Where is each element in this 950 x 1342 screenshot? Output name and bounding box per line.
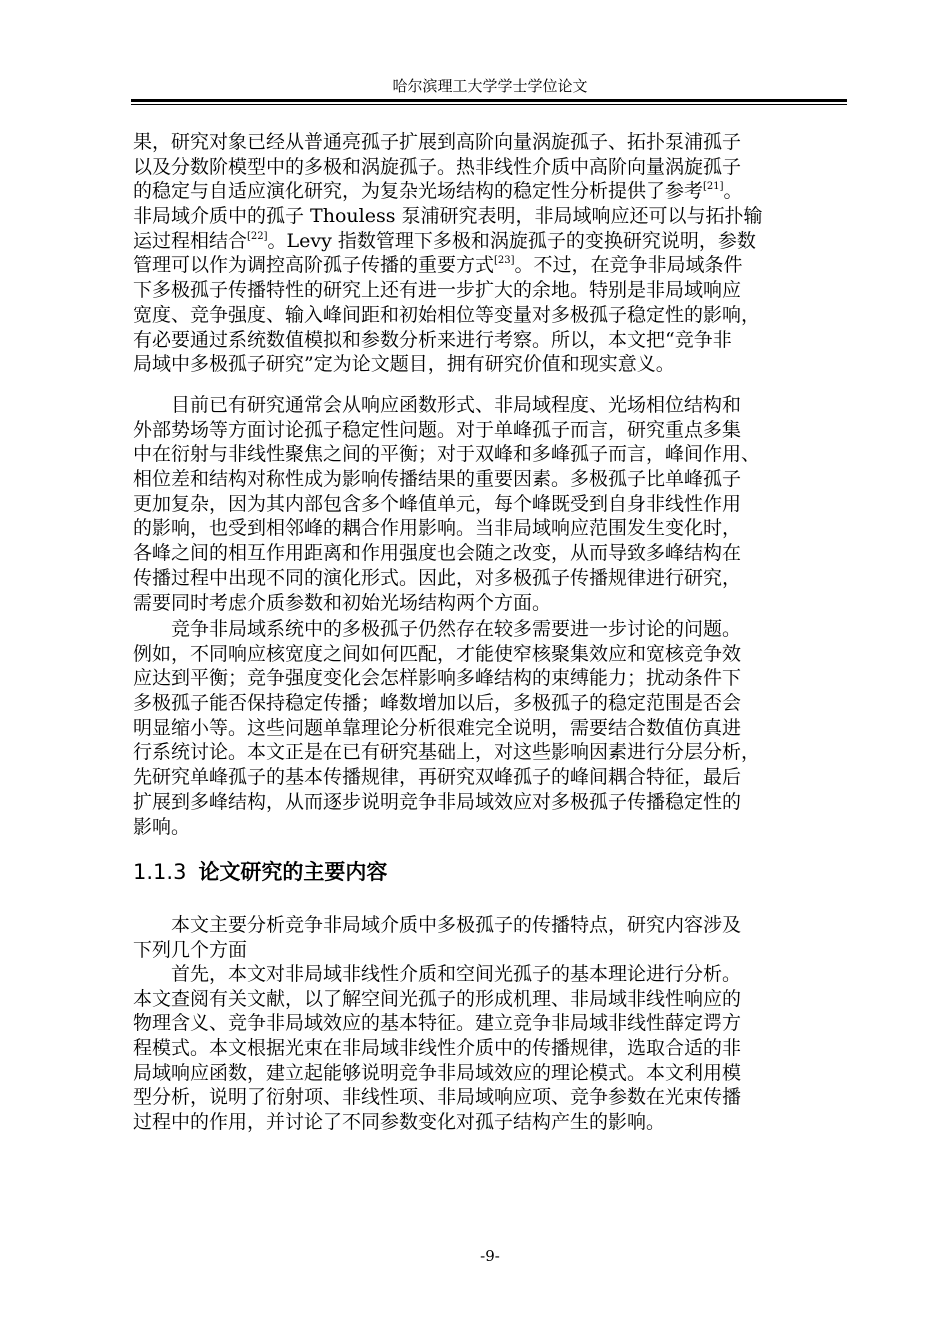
text-line: 物理含义、竞争非局域效应的基本特征。建立竞争非局域非线性薛定谔方 (133, 1012, 742, 1035)
section-title: 论文研究的主要内容 (198, 860, 388, 884)
text-line (133, 253, 847, 278)
header-rule-thick (131, 99, 847, 102)
page-number: -9- (480, 1247, 500, 1265)
text-line: 明显缩小等。这些问题单靠理论分析很难完全说明，需要结合数值仿真进 (133, 716, 742, 739)
text-line: 行系统讨论。本文正是在已有研究基础上，对这些影响因素进行分层分析， (133, 741, 761, 764)
text-line (133, 229, 847, 254)
citation-22: [22] (247, 230, 268, 242)
text-line: 中在衍射与非线性聚焦之间的平衡；对于双峰和多峰孤子而言，峰间作用、 (133, 443, 761, 466)
text-line: 先研究单峰孤子的基本传播规律，再研究双峰孤子的峰间耦合特征，最后 (133, 766, 742, 789)
text-line: 需要同时考虑介质参数和初始光场结构两个方面。 (133, 591, 552, 614)
text-line: 局域中多极孤子研究”定为论文题目，拥有研究价值和现实意义。 (133, 353, 675, 376)
text-line: 多极孤子能否保持稳定传播；峰数增加以后，多极孤子的稳定范围是否会 (133, 692, 742, 715)
text-segment: 。不过，在竞争非局域条件 (514, 254, 743, 277)
paragraph-5 (133, 962, 847, 1135)
section-heading (133, 858, 387, 886)
text-line: 非局域介质中的孤子 Thouless 泵浦研究表明，非局域响应还可以与拓扑输 (133, 205, 763, 228)
text-line: 外部势场等方面讨论孤子稳定性问题。对于单峰孤子而言，研究重点多集 (133, 418, 742, 441)
paragraph-3 (133, 617, 847, 839)
text-line: 例如，不同响应核宽度之间如何匹配，才能使窄核聚集效应和宽核竞争效 (133, 642, 742, 665)
section-number: 1.1.3 (133, 860, 187, 884)
text-segment: 运过程相结合 (133, 229, 248, 252)
text-line: 本文主要分析竞争非局域介质中多极孤子的传播特点，研究内容涉及 (171, 914, 742, 936)
text-line: 首先，本文对非局域非线性介质和空间光孤子的基本理论进行分析。 (171, 963, 742, 985)
citation-23: [23] (494, 255, 515, 267)
text-line: 本文查阅有关文献，以了解空间光孤子的形成机理、非局域非线性响应的 (133, 987, 742, 1010)
text-line (133, 179, 847, 204)
text-line: 程模式。本文根据光束在非局域非线性介质中的传播规律，选取合适的非 (133, 1037, 742, 1060)
text-line: 型分析，说明了衍射项、非线性项、非局域响应项、竞争参数在光束传播 (133, 1086, 742, 1109)
text-line: 更加复杂，因为其内部包含多个峰值单元，每个峰既受到自身非线性作用 (133, 492, 742, 515)
text-segment: 。Levy 指数管理下多极和涡旋孤子的变换研究说明，参数 (267, 229, 756, 252)
text-line: 的影响，也受到相邻峰的耦合作用影响。当非局域响应范围发生变化时， (133, 517, 742, 540)
text-line: 以及分数阶模型中的多极和涡旋孤子。热非线性介质中高阶向量涡旋孤子 (133, 155, 742, 178)
text-line: 果，研究对象已经从普通亮孤子扩展到高阶向量涡旋孤子、拓扑泵浦孤子 (133, 131, 742, 153)
text-line: 传播过程中出现不同的演化形式。因此，对多极孤子传播规律进行研究， (133, 566, 742, 589)
header-rule-thin (131, 104, 847, 105)
text-line: 过程中的作用，并讨论了不同参数变化对孤子结构产生的影响。 (133, 1111, 666, 1134)
text-line: 局域响应函数，建立起能够说明竞争非局域效应的理论模式。本文利用模 (133, 1061, 742, 1084)
citation-21: [21] (703, 181, 724, 193)
text-line: 影响。 (133, 815, 191, 838)
text-line: 各峰之间的相互作用距离和作用强度也会随之改变，从而导致多峰结构在 (133, 542, 742, 565)
running-header: 哈尔滨理工大学学士学位论文 (392, 77, 588, 95)
text-line: 相位差和结构对称性成为影响传播结果的重要因素。多极孤子比单峰孤子 (133, 468, 742, 491)
paragraph-2 (133, 393, 847, 615)
text-line: 竞争非局域系统中的多极孤子仍然存在较多需要进一步讨论的问题。 (171, 618, 742, 640)
text-segment: 。 (723, 180, 743, 203)
text-line: 应达到平衡；竞争强度变化会怎样影响多峰结构的束缚能力；扰动条件下 (133, 667, 742, 690)
paragraph-4 (133, 913, 847, 962)
text-line: 有必要通过系统数值模拟和参数分析来进行考察。所以，本文把“竞争非 (133, 328, 732, 351)
text-line: 宽度、竞争强度、输入峰间距和初始相位等变量对多极孤子稳定性的影响， (133, 303, 761, 326)
text-line: 目前已有研究通常会从响应函数形式、非局域程度、光场相位结构和 (171, 394, 742, 416)
text-line: 扩展到多峰结构，从而逐步说明竞争非局域效应对多极孤子传播稳定性的 (133, 790, 742, 813)
text-line: 下多极孤子传播特性的研究上还有进一步扩大的余地。特别是非局域响应 (133, 279, 742, 302)
text-segment: 的稳定与自适应演化研究，为复杂光场结构的稳定性分析提供了参考 (133, 180, 704, 203)
paragraph-1 (133, 130, 847, 377)
text-line: 下列几个方面 (133, 938, 248, 961)
text-segment: 管理可以作为调控高阶孤子传播的重要方式 (133, 254, 495, 277)
